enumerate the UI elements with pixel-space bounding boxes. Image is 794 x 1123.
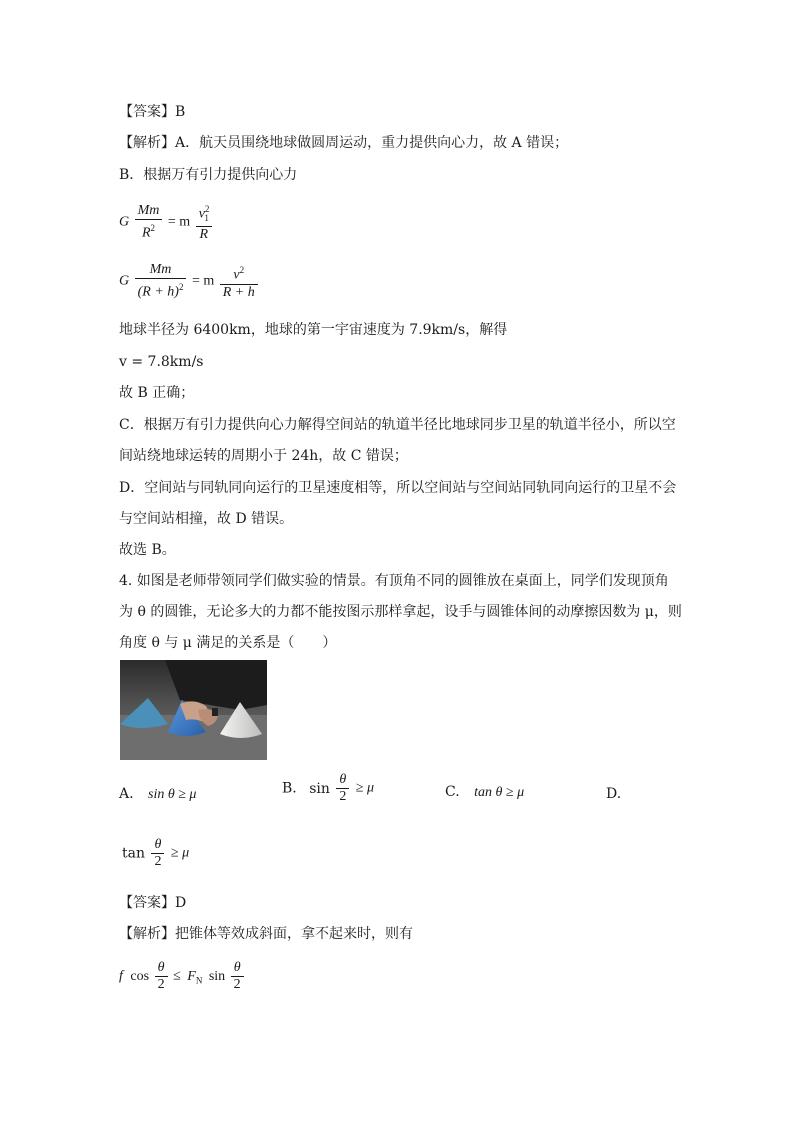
- analysis-text: A．航天员围绕地球做圆周运动，重力提供向心力，故 A 错误；: [175, 135, 569, 151]
- c-line-1: C．根据万有引力提供向心力解得空间站的轨道半径比地球同步卫星的轨道半径小，所以空: [119, 417, 676, 433]
- eq2-num: Mm: [135, 262, 187, 279]
- option-d[interactable]: [606, 786, 621, 802]
- b-correct: 故 B 正确；: [119, 385, 195, 401]
- option-b-den: 2: [339, 789, 347, 804]
- eq2-den-text: (R + h): [137, 284, 179, 300]
- final-den-2: 2: [233, 977, 241, 992]
- option-b-fn: sin: [309, 780, 330, 797]
- eq2-mid: = m: [191, 273, 215, 289]
- analysis-tag: 【解析】: [119, 135, 175, 151]
- equation-2: [119, 262, 260, 301]
- choose-b: 故选 B。: [119, 542, 176, 558]
- option-b-num: θ: [336, 772, 349, 789]
- final-le: ≤: [173, 968, 181, 984]
- answer-value: D: [175, 895, 187, 911]
- option-d-expr: [122, 837, 189, 870]
- option-d-den: 2: [154, 854, 162, 869]
- option-d-fn: tan: [122, 845, 145, 862]
- option-a-expr: sin θ ≥ μ: [148, 787, 197, 802]
- analysis-tag: 【解析】: [119, 926, 175, 942]
- answer-tag: 【答案】: [119, 104, 175, 120]
- option-b-label: B.: [282, 780, 297, 797]
- eq1-g: G: [119, 214, 130, 230]
- final-inequality: [119, 960, 246, 993]
- d-line-1: D．空间站与同轨同向运行的卫星速度相等，所以空间站与空间站同轨同向运行的卫星不会: [119, 480, 677, 496]
- q4-analysis: [119, 925, 413, 943]
- q4-stem-2: 为 θ 的圆锥，无论多大的力都不能按图示那样拿起，设手与圆锥体间的动摩擦因数为 μ，则: [119, 604, 682, 620]
- final-frac-1: [155, 960, 168, 993]
- c-line-2: 间站绕地球运转的周期小于 24h，故 C 错误；: [119, 448, 408, 464]
- eq2-frac-right: [220, 262, 258, 301]
- answer-value: B: [175, 104, 186, 120]
- eq2-g: G: [119, 273, 130, 289]
- eq1-den2: R: [199, 227, 209, 243]
- q4-stem-3: 角度 θ 与 μ 满足的关系是（ ）: [119, 635, 337, 651]
- v-result: v = 7.8km/s: [119, 354, 204, 370]
- q4-stem-1: 4. 如图是老师带领同学们做实验的情景。有顶角不同的圆锥放在桌面上，同学们发现顶角: [119, 573, 669, 589]
- d-line-2: 与空间站相撞，故 D 错误。: [119, 511, 294, 527]
- final-F-sub: N: [195, 975, 203, 986]
- eq1-num: Mm: [135, 203, 163, 220]
- final-num-2: θ: [231, 960, 244, 977]
- analysis-text: 把锥体等效成斜面，拿不起来时，则有: [175, 926, 413, 942]
- final-num-1: θ: [155, 960, 168, 977]
- q3-answer: [119, 103, 185, 121]
- option-b[interactable]: [282, 772, 374, 805]
- option-d-label: D.: [606, 786, 622, 802]
- eq2-den: $(R + h)^2$: [137, 282, 184, 300]
- option-a[interactable]: [119, 786, 196, 803]
- eq1-frac-right: [196, 201, 212, 243]
- option-b-frac: [336, 772, 349, 805]
- option-c[interactable]: [445, 784, 524, 801]
- eq2-den2: R + h: [222, 284, 255, 300]
- eq1-num2-text: v: [198, 206, 205, 222]
- option-b-rel: ≥ μ: [355, 780, 375, 796]
- eq1-num2: $v^2_1$: [196, 201, 212, 227]
- eq1-mid: = m: [167, 214, 191, 230]
- q3-line-b: B．根据万有引力提供向心力: [119, 167, 298, 183]
- final-sin: sin: [208, 968, 226, 984]
- answer-tag: 【答案】: [119, 895, 175, 911]
- experiment-photo: [120, 660, 267, 760]
- eq2-num2-text: v: [233, 267, 240, 283]
- option-c-label: C.: [445, 784, 460, 800]
- option-c-expr: tan θ ≥ μ: [474, 785, 525, 800]
- radius-line: 地球半径为 6400km，地球的第一宇宙速度为 7.9km/s，解得: [119, 322, 508, 338]
- eq2-frac-left: [135, 262, 187, 301]
- eq1-den-text: R: [141, 225, 151, 241]
- equation-1: [119, 201, 214, 243]
- option-d-frac: [151, 837, 164, 870]
- final-den-1: 2: [157, 977, 165, 992]
- final-F: F: [187, 968, 196, 984]
- final-cos: cos: [130, 968, 150, 984]
- option-a-label: A.: [119, 786, 134, 802]
- eq2-num2: $v^2$: [220, 262, 258, 285]
- option-d-rel: ≥ μ: [170, 845, 190, 861]
- eq1-frac-left: [135, 203, 163, 242]
- option-d-num: θ: [151, 837, 164, 854]
- final-f: f: [119, 968, 123, 984]
- q3-analysis-a: [119, 134, 568, 152]
- q4-answer: [119, 894, 186, 912]
- final-frac-2: [231, 960, 244, 993]
- eq1-den: $R^2$: [141, 222, 156, 241]
